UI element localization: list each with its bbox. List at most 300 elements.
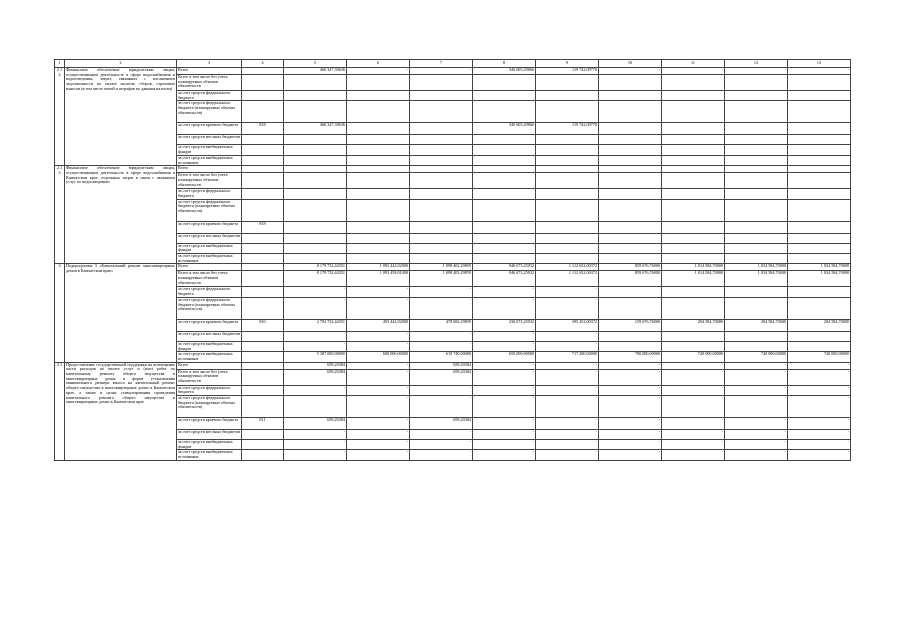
amount-cell	[725, 297, 788, 319]
amount-cell: -	[788, 430, 851, 440]
amount-cell: -	[788, 385, 851, 395]
amount-cell: -	[725, 396, 788, 418]
amount-cell	[788, 341, 851, 351]
amount-cell	[599, 233, 662, 243]
section-number: 2.13	[55, 166, 65, 264]
amount-cell	[788, 331, 851, 341]
column-header: 13	[788, 60, 851, 68]
amount-cell: 395 452,00372	[536, 319, 599, 331]
amount-cell: -	[410, 385, 473, 395]
amount-cell: 493 442,02000	[347, 319, 410, 331]
funding-source-label: за счет средств федерального бюджета	[177, 189, 242, 199]
amount-cell	[410, 166, 473, 173]
amount-cell	[599, 287, 662, 297]
amount-cell: -	[410, 396, 473, 418]
amount-cell	[536, 173, 599, 189]
funding-source-label: Всего в том числе без учета планируемых объемов обязательств	[177, 369, 242, 385]
amount-cell: -	[599, 68, 662, 75]
amount-cell: -	[662, 440, 725, 450]
amount-cell	[788, 173, 851, 189]
funding-source-label: за счет средств местных бюджетов	[177, 135, 242, 145]
amount-cell	[725, 199, 788, 221]
section-number: 3.1	[55, 362, 65, 460]
amount-cell: -	[347, 331, 410, 341]
funding-source-label: за счет средств местных бюджетов	[177, 233, 242, 243]
budget-code	[242, 155, 284, 165]
amount-cell: -	[347, 369, 410, 385]
budget-code	[242, 396, 284, 418]
amount-cell	[284, 254, 347, 264]
amount-cell	[725, 221, 788, 233]
amount-cell: -	[725, 440, 788, 450]
table-body	[55, 60, 851, 461]
amount-cell: -	[788, 369, 851, 385]
amount-cell: 859 676,76000	[599, 264, 662, 271]
amount-cell	[788, 243, 851, 253]
amount-cell: -	[536, 362, 599, 369]
amount-cell	[347, 243, 410, 253]
amount-cell	[788, 75, 851, 91]
funding-source-label: за счет средств внебюджетных источников	[177, 155, 242, 165]
budget-code	[242, 145, 284, 155]
amount-cell: -	[788, 362, 851, 369]
budget-code	[242, 369, 284, 385]
amount-cell	[599, 341, 662, 351]
amount-cell	[599, 75, 662, 91]
amount-cell	[599, 221, 662, 233]
amount-cell: -	[284, 297, 347, 319]
amount-cell	[599, 155, 662, 165]
amount-cell	[410, 75, 473, 91]
header-row	[55, 60, 851, 68]
amount-cell	[473, 101, 536, 123]
amount-cell	[725, 101, 788, 123]
amount-cell: -	[284, 341, 347, 351]
amount-cell: 658,20384	[410, 418, 473, 430]
amount-cell	[662, 297, 725, 319]
amount-cell	[536, 254, 599, 264]
column-header: 4	[242, 60, 284, 68]
amount-cell	[788, 91, 851, 101]
amount-cell	[473, 173, 536, 189]
amount-cell	[347, 233, 410, 243]
amount-cell: 658,20384	[410, 362, 473, 369]
budget-code	[242, 75, 284, 91]
amount-cell	[410, 101, 473, 123]
funding-source-label: за счет средств федерального бюджета (планируемые объемы обязательств)	[177, 101, 242, 123]
table-row	[55, 68, 851, 75]
amount-cell	[284, 145, 347, 155]
amount-cell	[788, 166, 851, 173]
amount-cell: -	[536, 450, 599, 460]
amount-cell: -	[662, 369, 725, 385]
funding-source-label: за счет средств внебюджетных фондов	[177, 341, 242, 351]
amount-cell: -	[473, 369, 536, 385]
amount-cell: 1 014 584,70000	[662, 271, 725, 287]
amount-cell	[788, 123, 851, 135]
amount-cell	[536, 135, 599, 145]
budget-code	[242, 135, 284, 145]
section-description: Подпрограмма 3 «Капитальный ремонт многоквартирных домов в Камчатском крае»	[65, 264, 177, 362]
amount-cell: 946 673,25032	[473, 264, 536, 271]
funding-source-label: Всего в том числе без учета планируемых объемов обязательств	[177, 173, 242, 189]
amount-cell: -	[536, 418, 599, 430]
budget-code	[242, 450, 284, 460]
amount-cell	[284, 221, 347, 233]
amount-cell	[725, 243, 788, 253]
amount-cell: 119 742,09770	[536, 123, 599, 135]
amount-cell: -	[410, 430, 473, 440]
budget-code	[242, 331, 284, 341]
amount-cell	[599, 254, 662, 264]
amount-cell	[788, 233, 851, 243]
amount-cell	[662, 166, 725, 173]
amount-cell: -	[536, 287, 599, 297]
amount-cell	[662, 341, 725, 351]
budget-code	[242, 385, 284, 395]
amount-cell	[284, 91, 347, 101]
amount-cell: -	[725, 385, 788, 395]
amount-cell	[599, 173, 662, 189]
amount-cell	[599, 331, 662, 341]
amount-cell: -	[725, 369, 788, 385]
amount-cell	[284, 173, 347, 189]
amount-cell: -	[347, 287, 410, 297]
amount-cell: -	[284, 440, 347, 450]
amount-cell	[473, 75, 536, 91]
amount-cell: 478 682,29859	[410, 319, 473, 331]
budget-code	[242, 341, 284, 351]
budget-code	[242, 297, 284, 319]
amount-cell	[725, 233, 788, 243]
amount-cell	[473, 254, 536, 264]
column-header: 12	[725, 60, 788, 68]
amount-cell: -	[536, 297, 599, 319]
amount-cell: 8 179 732,44351	[284, 271, 347, 287]
amount-cell: -	[473, 297, 536, 319]
amount-cell	[662, 199, 725, 221]
amount-cell	[662, 243, 725, 253]
amount-cell: 159 676,76000	[599, 319, 662, 331]
amount-cell	[347, 145, 410, 155]
budget-code	[242, 440, 284, 450]
amount-cell: -	[473, 396, 536, 418]
budget-code	[242, 233, 284, 243]
amount-cell: -	[410, 287, 473, 297]
funding-source-label: за счет средств внебюджетных фондов	[177, 243, 242, 253]
amount-cell: -	[473, 287, 536, 297]
budget-code	[242, 271, 284, 287]
budget-code	[242, 91, 284, 101]
amount-cell: 236 673,25032	[473, 319, 536, 331]
amount-cell	[599, 166, 662, 173]
amount-cell	[599, 135, 662, 145]
amount-cell	[599, 101, 662, 123]
funding-source-label: за счет средств внебюджетных фондов	[177, 145, 242, 155]
budget-code	[242, 287, 284, 297]
column-header: 1	[55, 60, 65, 68]
amount-cell: 5 387 000,00000	[284, 352, 347, 362]
amount-cell	[725, 341, 788, 351]
amount-cell	[725, 135, 788, 145]
amount-cell: -	[725, 450, 788, 460]
budget-code: 811	[242, 418, 284, 430]
amount-cell: 720 000,00000	[662, 352, 725, 362]
amount-cell: -	[599, 362, 662, 369]
amount-cell: -	[662, 396, 725, 418]
amount-cell	[599, 189, 662, 199]
amount-cell: -	[473, 440, 536, 450]
amount-cell: -	[536, 385, 599, 395]
amount-cell: 294 584,70000	[662, 319, 725, 331]
budget-code	[242, 352, 284, 362]
amount-cell: -	[788, 418, 851, 430]
amount-cell	[788, 254, 851, 264]
amount-cell	[725, 166, 788, 173]
section-description: Финансовое обеспечение юридическим лицам, осуществляющим деятельность в сфере водоснабжения в Камчатском крае, отдельных затрат в связи с оказанием услуг по водоотведению	[65, 166, 177, 264]
amount-cell: -	[410, 68, 473, 75]
amount-cell	[725, 155, 788, 165]
amount-cell	[725, 173, 788, 189]
amount-cell: -	[599, 440, 662, 450]
amount-cell	[725, 189, 788, 199]
amount-cell	[284, 189, 347, 199]
amount-cell: -	[473, 362, 536, 369]
amount-cell: -	[788, 396, 851, 418]
amount-cell	[599, 123, 662, 135]
amount-cell: -	[473, 341, 536, 351]
amount-cell	[788, 135, 851, 145]
amount-cell	[347, 123, 410, 135]
column-header: 7	[410, 60, 473, 68]
amount-cell: -	[410, 450, 473, 460]
amount-cell	[599, 297, 662, 319]
amount-cell: -	[284, 430, 347, 440]
column-header: 10	[599, 60, 662, 68]
column-header: 9	[536, 60, 599, 68]
amount-cell	[536, 243, 599, 253]
amount-cell: 650 000,00000	[473, 352, 536, 362]
amount-cell: -	[536, 331, 599, 341]
amount-cell	[536, 155, 599, 165]
funding-source-label: за счет средств местных бюджетов	[177, 331, 242, 341]
amount-cell: 1 034 584,70000	[725, 271, 788, 287]
amount-cell: -	[536, 396, 599, 418]
amount-cell: -	[599, 396, 662, 418]
amount-cell: -	[347, 341, 410, 351]
budget-code: 818	[242, 123, 284, 135]
funding-source-label: Всего	[177, 68, 242, 75]
amount-cell	[347, 254, 410, 264]
amount-cell: -	[473, 430, 536, 440]
amount-cell: -	[347, 385, 410, 395]
amount-cell	[599, 243, 662, 253]
amount-cell: 1 112 652,00372	[536, 264, 599, 271]
amount-cell	[410, 243, 473, 253]
amount-cell: 346 605,29866	[473, 123, 536, 135]
amount-cell: -	[599, 430, 662, 440]
amount-cell: 1 034 584,70000	[788, 271, 851, 287]
amount-cell: -	[347, 396, 410, 418]
amount-cell: -	[788, 440, 851, 450]
amount-cell	[662, 123, 725, 135]
amount-cell: -	[725, 68, 788, 75]
section-number: 2.12	[55, 68, 65, 166]
amount-cell	[284, 199, 347, 221]
amount-cell: 466 347,39636	[284, 123, 347, 135]
table-row	[55, 264, 851, 271]
amount-cell: 1 014 584,70000	[662, 264, 725, 271]
amount-cell: -	[662, 362, 725, 369]
amount-cell	[725, 287, 788, 297]
amount-cell	[662, 91, 725, 101]
amount-cell: 658,20384	[284, 418, 347, 430]
amount-cell: -	[410, 440, 473, 450]
amount-cell	[662, 145, 725, 155]
amount-cell	[725, 145, 788, 155]
amount-cell	[410, 254, 473, 264]
amount-cell	[788, 189, 851, 199]
amount-cell	[599, 91, 662, 101]
amount-cell: -	[473, 385, 536, 395]
amount-cell	[662, 155, 725, 165]
amount-cell: 658,20384	[284, 369, 347, 385]
amount-cell	[347, 199, 410, 221]
amount-cell	[410, 91, 473, 101]
funding-source-label: за счет средств краевого бюджета	[177, 123, 242, 135]
amount-cell	[347, 166, 410, 173]
amount-cell: -	[347, 450, 410, 460]
section-description: Финансовое обеспечение юридическим лицам, осуществляющим деятельность в сфере водоснабжения и водоотведения, затрат, связанных с погашением задолженности по оплате налогов, сборов, страховых взносов (в том числе пеней и штрафов по данным налогам)	[65, 68, 177, 166]
funding-source-label: Всего	[177, 362, 242, 369]
amount-cell	[788, 199, 851, 221]
amount-cell: -	[536, 369, 599, 385]
budget-code	[242, 173, 284, 189]
table-row	[55, 166, 851, 173]
amount-cell	[473, 199, 536, 221]
amount-cell: 294 584,70000	[788, 319, 851, 331]
amount-cell: 119 742,09770	[536, 68, 599, 75]
budget-code	[242, 189, 284, 199]
column-header: 8	[473, 60, 536, 68]
amount-cell	[410, 199, 473, 221]
amount-cell	[662, 331, 725, 341]
amount-cell	[284, 135, 347, 145]
amount-cell: 658,20384	[410, 369, 473, 385]
amount-cell	[536, 145, 599, 155]
column-header: 2	[65, 60, 177, 68]
amount-cell: -	[725, 362, 788, 369]
amount-cell	[788, 297, 851, 319]
funding-source-label: за счет средств внебюджетных источников	[177, 352, 242, 362]
amount-cell	[347, 91, 410, 101]
funding-source-label: за счет средств краевого бюджета	[177, 221, 242, 233]
funding-source-label: за счет средств федерального бюджета	[177, 287, 242, 297]
amount-cell	[473, 189, 536, 199]
amount-cell	[662, 173, 725, 189]
amount-cell	[788, 145, 851, 155]
amount-cell	[788, 221, 851, 233]
amount-cell	[536, 166, 599, 173]
budget-code	[242, 166, 284, 173]
amount-cell	[788, 287, 851, 297]
amount-cell	[599, 145, 662, 155]
funding-source-label: за счет средств федерального бюджета	[177, 385, 242, 395]
amount-cell	[662, 189, 725, 199]
amount-cell	[725, 75, 788, 91]
amount-cell: 1 034 584,70000	[788, 264, 851, 271]
amount-cell: 740 000,00000	[725, 352, 788, 362]
amount-cell	[410, 233, 473, 243]
amount-cell: 1 098 402,29859	[410, 264, 473, 271]
amount-cell	[284, 75, 347, 91]
amount-cell	[347, 221, 410, 233]
amount-cell	[788, 155, 851, 165]
amount-cell: -	[347, 68, 410, 75]
amount-cell: -	[599, 418, 662, 430]
amount-cell: -	[284, 450, 347, 460]
amount-cell	[662, 75, 725, 91]
amount-cell: 2 792 732,44351	[284, 319, 347, 331]
amount-cell: -	[725, 418, 788, 430]
amount-cell: 859 676,76000	[599, 271, 662, 287]
amount-cell: 700 000,00000	[599, 352, 662, 362]
funding-source-label: за счет средств местных бюджетов	[177, 430, 242, 440]
budget-code	[242, 264, 284, 271]
budget-code	[242, 243, 284, 253]
amount-cell	[725, 91, 788, 101]
funding-source-label: за счет средств федерального бюджета (планируемые объемы обязательств)	[177, 199, 242, 221]
amount-cell: -	[284, 331, 347, 341]
amount-cell: -	[662, 430, 725, 440]
amount-cell: -	[347, 440, 410, 450]
amount-cell: -	[599, 450, 662, 460]
amount-cell	[536, 199, 599, 221]
budget-code	[242, 430, 284, 440]
amount-cell: -	[410, 341, 473, 351]
amount-cell: 466 347,39636	[284, 68, 347, 75]
amount-cell	[599, 199, 662, 221]
amount-cell: -	[473, 450, 536, 460]
column-header: 5	[284, 60, 347, 68]
amount-cell	[473, 135, 536, 145]
amount-cell: -	[536, 430, 599, 440]
column-header: 6	[347, 60, 410, 68]
funding-source-label: за счет средств внебюджетных источников	[177, 254, 242, 264]
amount-cell	[662, 287, 725, 297]
amount-cell: 658,20384	[284, 362, 347, 369]
amount-cell	[347, 155, 410, 165]
amount-cell: -	[347, 430, 410, 440]
funding-source-label: Всего	[177, 264, 242, 271]
funding-source-label: за счет средств федерального бюджета (планируемые объемы обязательств)	[177, 396, 242, 418]
amount-cell: 1 093 458,01000	[347, 271, 410, 287]
amount-cell	[536, 101, 599, 123]
amount-cell	[662, 233, 725, 243]
amount-cell: -	[662, 418, 725, 430]
amount-cell: 946 673,25032	[473, 271, 536, 287]
amount-cell	[536, 189, 599, 199]
funding-source-label: за счет средств краевого бюджета	[177, 319, 242, 331]
budget-code: 810	[242, 319, 284, 331]
budget-code: 818	[242, 221, 284, 233]
amount-cell	[347, 189, 410, 199]
amount-cell	[536, 233, 599, 243]
amount-cell: -	[284, 287, 347, 297]
amount-cell	[473, 145, 536, 155]
amount-cell: -	[599, 369, 662, 385]
amount-cell: -	[725, 430, 788, 440]
